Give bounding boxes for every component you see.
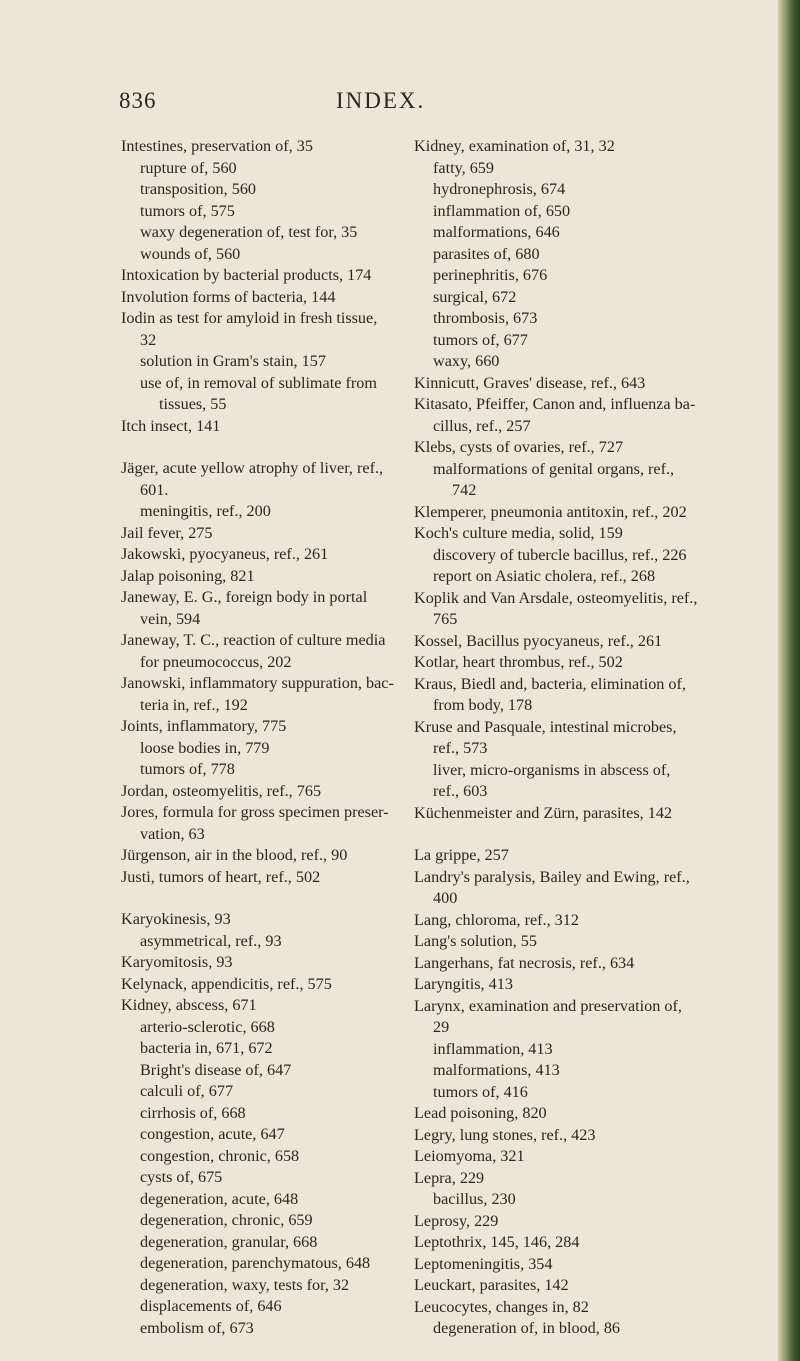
index-entry: Leprosy, 229 (414, 1211, 499, 1230)
index-entry: 400 (433, 889, 458, 907)
index-entry: tumors of, 778 (140, 760, 235, 778)
index-entry: fatty, 659 (433, 158, 494, 177)
index-entry: for pneumococcus, 202 (140, 652, 292, 671)
index-entry: embolism of, 673 (140, 1318, 254, 1337)
index-entry: Kelynack, appendicitis, ref., 575 (121, 974, 332, 993)
index-entry: perinephritis, 676 (433, 266, 548, 284)
index-entry: Intestines, preservation of, 35 (121, 137, 313, 155)
page-header (0, 88, 780, 118)
index-entry: Kidney, abscess, 671 (121, 996, 257, 1014)
index-entry: ref., 603 (433, 782, 488, 800)
index-entry: Lang, chloroma, ref., 312 (414, 910, 579, 929)
index-entry: degeneration, acute, 648 (140, 1189, 299, 1208)
index-entry: Jakowski, pyocyaneus, ref., 261 (121, 545, 329, 563)
index-entry: parasites of, 680 (433, 244, 540, 263)
index-entry: inflammation, 413 (433, 1039, 553, 1058)
index-entry: 765 (433, 610, 458, 628)
index-entry: surgical, 672 (433, 287, 517, 306)
index-entry: Janeway, E. G., foreign body in portal (121, 588, 368, 606)
index-entry: Leiomyoma, 321 (414, 1147, 525, 1165)
index-entry: discovery of tubercle bacillus, ref., 226 (433, 545, 687, 564)
index-entry: degeneration, waxy, tests for, 32 (140, 1275, 350, 1294)
page-edge (778, 0, 800, 1361)
index-entry: Kitasato, Pfeiffer, Canon and, influenza ba- (414, 395, 696, 413)
index-entry: tumors of, 575 (140, 201, 235, 220)
index-entry: tissues, 55 (159, 395, 227, 413)
index-entry: rupture of, 560 (140, 158, 237, 177)
index-entry: waxy, 660 (433, 352, 500, 370)
index-entry: displacements of, 646 (140, 1297, 282, 1315)
index-entry: malformations, 646 (433, 223, 560, 241)
index-entry: asymmetrical, ref., 93 (140, 931, 282, 950)
index-entry: Janowski, inflammatory suppuration, bac- (121, 674, 394, 692)
index-entry: Leptothrix, 145, 146, 284 (414, 1233, 580, 1251)
index-entry: cillus, ref., 257 (433, 416, 531, 435)
index-entry: Itch insect, 141 (121, 416, 221, 435)
index-entry: hydronephrosis, 674 (433, 180, 566, 198)
index-entry: Iodin as test for amyloid in fresh tissue, (121, 309, 378, 327)
index-entry: inflammation of, 650 (433, 201, 571, 220)
index-entry: arterio-sclerotic, 668 (140, 1017, 275, 1036)
index-entry: use of, in removal of sublimate from (140, 373, 377, 392)
index-entry: calculi of, 677 (140, 1082, 234, 1100)
index-entry: Klebs, cysts of ovaries, ref., 727 (414, 438, 624, 456)
index-entry: 742 (452, 481, 477, 499)
index-entry: Kinnicutt, Graves' disease, ref., 643 (414, 373, 646, 392)
index-entry: 601. (140, 480, 169, 499)
index-entry: Kotlar, heart thrombus, ref., 502 (414, 653, 623, 671)
index-entry: malformations, 413 (433, 1061, 560, 1079)
index-entry: degeneration, chronic, 659 (140, 1211, 313, 1229)
index-entry: waxy degeneration of, test for, 35 (140, 223, 358, 241)
index-entry: Intoxication by bacterial products, 174 (121, 266, 372, 284)
index-entry: from body, 178 (433, 696, 533, 714)
index-entry: degeneration, parenchymatous, 648 (140, 1254, 371, 1272)
index-entry: Joints, inflammatory, 775 (121, 717, 287, 735)
index-entry: Janeway, T. C., reaction of culture media (121, 631, 386, 649)
running-head: INDEX. (336, 88, 426, 113)
index-entry: Leuckart, parasites, 142 (414, 1276, 569, 1294)
index-entry: Landry's paralysis, Bailey and Ewing, ref., (414, 867, 690, 886)
index-entry: Jäger, acute yellow atrophy of liver, ref., (121, 459, 384, 477)
index-entry: ref., 573 (433, 739, 488, 757)
index-entry: Koch's culture media, solid, 159 (414, 524, 623, 542)
index-entry: Laryngitis, 413 (414, 975, 513, 993)
index-entry: vation, 63 (140, 824, 205, 843)
index-entry: meningitis, ref., 200 (140, 502, 271, 520)
index-entry: loose bodies in, 779 (140, 738, 270, 757)
index-entry: report on Asiatic cholera, ref., 268 (433, 567, 656, 585)
index-entry: Klemperer, pneumonia antitoxin, ref., 202 (414, 502, 687, 521)
index-entry: Legry, lung stones, ref., 423 (414, 1125, 596, 1144)
index-entry: congestion, acute, 647 (140, 1125, 285, 1143)
index-entry: Larynx, examination and preservation of, (414, 996, 682, 1015)
index-entry: bacteria in, 671, 672 (140, 1039, 273, 1057)
index-entry: Involution forms of bacteria, 144 (121, 287, 336, 306)
index-entry: liver, micro-organisms in abscess of, (433, 760, 671, 779)
index-entry: La grippe, 257 (414, 846, 509, 864)
index-entry: teria in, ref., 192 (140, 695, 248, 714)
index-entry: degeneration of, in blood, 86 (433, 1319, 621, 1337)
index-column-left (121, 136, 403, 1339)
index-entry: Jordan, osteomyelitis, ref., 765 (121, 781, 322, 800)
index-entry: Jürgenson, air in the blood, ref., 90 (121, 846, 348, 864)
index-column-right (414, 136, 734, 1340)
index-entry: malformations of genital organs, ref., (433, 459, 675, 478)
index-entry: Lead poisoning, 820 (414, 1104, 547, 1122)
index-entry: Karyomitosis, 93 (121, 953, 233, 971)
index-entry: Küchenmeister and Zürn, parasites, 142 (414, 803, 673, 822)
index-entry: congestion, chronic, 658 (140, 1146, 300, 1165)
index-entry: Jail fever, 275 (121, 523, 213, 542)
index-entry: solution in Gram's stain, 157 (140, 352, 326, 370)
index-entry: Kraus, Biedl and, bacteria, elimination of, (414, 674, 686, 693)
index-entry: vein, 594 (140, 609, 201, 628)
index-entry: tumors of, 677 (433, 330, 528, 349)
index-entry: Langerhans, fat necrosis, ref., 634 (414, 953, 635, 972)
index-entry: tumors of, 416 (433, 1082, 528, 1101)
index-entry: Leptomeningitis, 354 (414, 1254, 553, 1273)
index-entry: Justi, tumors of heart, ref., 502 (121, 867, 321, 886)
index-entry: Jores, formula for gross specimen preser- (121, 803, 389, 821)
index-entry: Jalap poisoning, 821 (121, 566, 255, 585)
index-entry: Koplik and Van Arsdale, osteomyelitis, ref., (414, 588, 698, 607)
index-entry: bacillus, 230 (433, 1190, 516, 1208)
index-entry: transposition, 560 (140, 180, 257, 198)
index-entry: thrombosis, 673 (433, 309, 538, 327)
index-entry: Leucocytes, changes in, 82 (414, 1297, 589, 1316)
index-entry: wounds of, 560 (140, 244, 241, 263)
index-entry: Kossel, Bacillus pyocyaneus, ref., 261 (414, 631, 663, 650)
index-entry: degeneration, granular, 668 (140, 1232, 318, 1251)
index-entry: Bright's disease of, 647 (140, 1060, 292, 1079)
index-entry: Karyokinesis, 93 (121, 910, 231, 928)
index-entry: cirrhosis of, 668 (140, 1103, 246, 1122)
index-entry: cysts of, 675 (140, 1168, 223, 1186)
index-entry: Kidney, examination of, 31, 32 (414, 137, 615, 155)
index-entry: Kruse and Pasquale, intestinal microbes, (414, 717, 677, 736)
index-entry: Lepra, 229 (414, 1168, 485, 1187)
index-entry: 29 (433, 1018, 450, 1036)
index-entry: Lang's solution, 55 (414, 932, 537, 950)
index-entry: 32 (140, 330, 157, 349)
page-number: 836 (119, 88, 157, 113)
